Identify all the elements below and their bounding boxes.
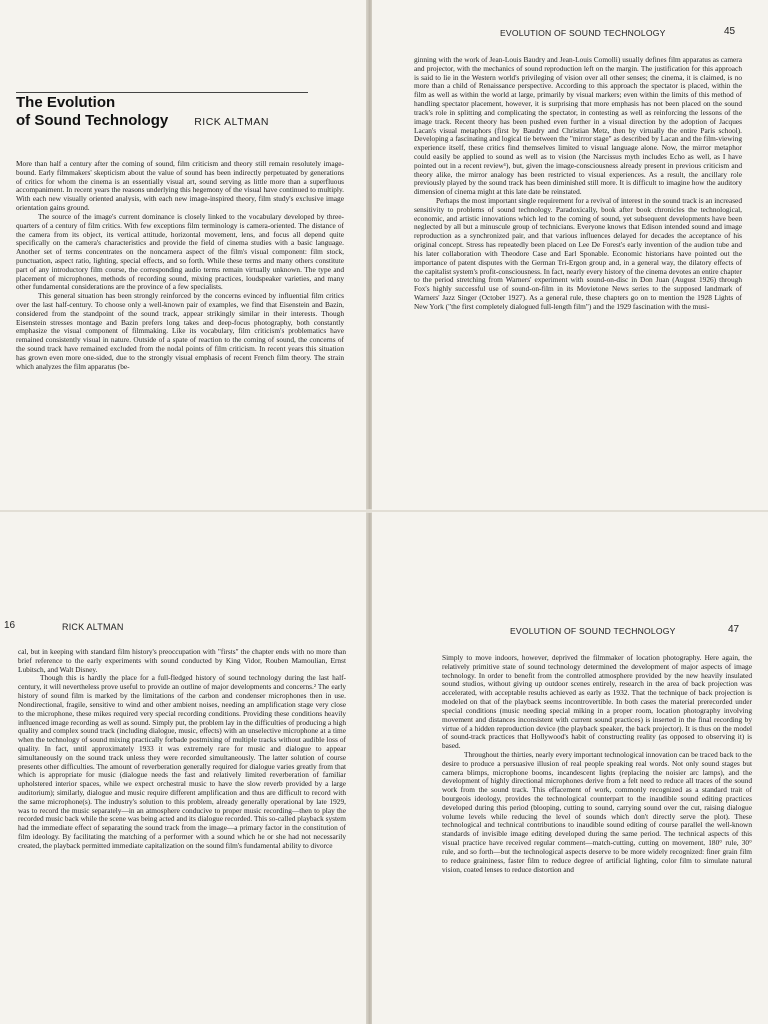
paragraph: This general situation has been strongly reinforced by the concerns evinced by influential film critics over the last half-century. To choose only a well-known pair of examples, we find that Eisenstein and Bazin, considered from the standpoint of the sound track, appear strikingly similar in their interests. Though Eisenstein stresses montage and Bazin prefers long takes and deep-focus photography, both constantly emphasize the visual component of filmmaking. Like its vocabulary, film criticism's problematics have remained consistently visual in nature. Outside of a spate of reaction to the coming of sound, the concerns of the sound track have remained excluded from the nodal points of film criticism. In recent years this situation has grown even more one-sided, due to the strongly visual emphasis of recent French film theory. The strain which analyzes the film apparatus (be- xyxy=(16,291,344,371)
page-47 xyxy=(372,512,768,1024)
page-number: 45 xyxy=(724,26,736,37)
page-46 xyxy=(0,512,366,1024)
body-text xyxy=(442,654,752,874)
page-chapter-opening xyxy=(0,0,366,510)
running-head: EVOLUTION OF SOUND TECHNOLOGY xyxy=(500,28,666,38)
chapter-title-line-2: of Sound Technology xyxy=(16,112,169,129)
body-text xyxy=(414,56,742,312)
chapter-title-row xyxy=(16,112,316,130)
body-text xyxy=(18,648,346,851)
page-number: 16 xyxy=(4,620,16,631)
title-rule xyxy=(16,92,308,93)
chapter-author: RICK ALTMAN xyxy=(194,116,269,128)
page-45 xyxy=(372,0,768,510)
paragraph: Perhaps the most important single requirement for a revival of interest in the sound track is an increased sensitivity to problems of sound technology. Paradoxically, book after book chronicles the technological, economic, and artistic innovations which led to the coming of sound, yet subsequent developments have been neglected by all but a minuscule group of technicians. Everyone knows that Edison intended sound and image reproduction as a synchronized pair, and that various influences delayed for decades the acceptance of his original concept. Stress has repeatedly been placed on Lee De Forest's early invention of the audion tube and his later collaboration with Theodore Case and Earl Sponable. Economic historians have pointed out the importance of patent disputes with the German Tri-Ergon group and, in a general way, the dilatory effects of the capitalist system's profit-consciousness. In fact, nearly every history of the cinema devotes an entire chapter to the period stretching from Warners' experiment with sound-on-disc in Don Juan (August 1926) through Fox's highly successful use of sound-on-film in its Movietone News series to the supposed landmark of Warners' Jazz Singer (October 1927). As a general rule, these chapters go on to mention the 1928 Lights of New York ("the first completely dialogued full-length film") and the 1929 fascination with the musi- xyxy=(414,196,742,311)
body-text xyxy=(16,160,344,372)
paragraph: cal, but in keeping with standard film history's preoccupation with "firsts" the chapter ends with no more than brief reference to the early experiments with sound conducted by King Vidor, Rouben Mamoulian, Ernst Lubitsch, and Walt Disney. xyxy=(18,647,346,674)
paragraph: Simply to move indoors, however, deprived the filmmaker of location photography. Here again, the relatively primitive state of sound technology determined the development of major aspects of image technology. In order to benefit from the controlled atmosphere provided by the new heavily insulated sound studios, without giving up outdoor scenes entirely, research in the area of back projection was accelerated, with acceptable results achieved as early as 1932. That the technique of back projection is modeled on that of the playback seems incontrovertible. In both cases the material prerecorded under special conditions (music needing special miking in a proper room, location photography involving movement and distances inconsistent with current sound practices) is inserted in the final recording by virtue of a hidden reproduction device (the playback speaker, the back projector). It is thus on the model of sound-track practices that Hollywood's habit of constructing reality (as opposed to observing it) is based. xyxy=(442,653,752,751)
page-number: 47 xyxy=(728,624,740,635)
running-head: EVOLUTION OF SOUND TECHNOLOGY xyxy=(510,626,676,636)
paragraph: More than half a century after the coming of sound, film criticism and theory still remain resolutely image-bound. Early filmmakers' skepticism about the value of sound has been indirectly perpetuated by generations of critics for whom the cinema is an essentially visual art, sound serving as little more than a superfluous accompaniment. In recent years the reasons underlying this hegemony of the visual have continued to multiply. With each new visually oriented analysis, with each new image-inspired theory, film study's exclusive image orientation gains ground. xyxy=(16,159,344,213)
chapter-title-line-1: The Evolution xyxy=(16,94,116,111)
paragraph: Throughout the thirties, nearly every important technological innovation can be traced back to the desire to produce a persuasive illusion of real people speaking real words. Not only sound stages but camera blimps, microphone booms, incandescent lights (replacing the noisier arc lamps), and the development of highly directional microphones derive from a felt need to reduce all traces of the sound work from the sound track. This effacement of work, commonly recognized as a standard trait of bourgeois ideology, provides the technological counterpart to the inaudible sound editing practices developed during this period (blooping, cutting to sound, carrying sound over the cut, raising dialogue volume levels while reducing the level of sounds which don't directly serve the plot). These technological and technical contributions to inaudible sound editing of course parallel the well-known standards of invisible image editing developed during the same period. The technical aspects of this visual practice have received regular comment—match-cutting, cutting on movement, 180° rule, 30° rule, and so forth—but the technological aspects deserve to be more widely recognized: finer grain film to reduce graininess, faster film to reduce degree of artificial lighting, color film to simulate natural vision, coated lenses to reduce distortion and xyxy=(442,749,752,874)
paragraph: The source of the image's current dominance is closely linked to the vocabulary developed by three-quarters of a century of film critics. With few exceptions film terminology is camera-oriented. The distance of the camera from its object, its vertical attitude, horizontal movement, lens, and focus all depend quite specifically on the camera's characteristics and provide the field of cinema studies with a basic language. Another set of terms concentrates on the noncamera aspect of the film's visual component: film stock, punctuation, aspect ratio, lighting, special effects, and so forth. While these terms and many others constitute part of any introductory film course, the corresponding audio terms remain virtually unknown. The type and placement of microphones, methods of recording sound, mixing practices, loudspeaker varieties, and many other fundamental considerations are the province of a few specialists. xyxy=(16,211,344,292)
paragraph: Though this is hardly the place for a full-fledged history of sound technology during the last half-century, it will nevertheless prove useful to provide an outline of major developments and concerns.² The early history of sound film is marked by the limitations of the carbon and condenser microphones then in use. Nondirectional, fragile, sensitive to wind and other ambient noises, needing an amplification stage very close to the microphone, these mikes required very special recording conditions. Providing these conditions heavily influenced image recording as well as sound. Simply put, the problem lay in the difficulties of producing a high quality and complex sound track (including dialogue, music, effects) with an unselective microphone at a time when the technology of sound mixing practically forbade postmixing of multiple tracks without audible loss of quality. In fact, until approximately 1933 it was extremely rare for music and dialogue to appear simultaneously on the sound track unless they were recorded simultaneously. The latter solution of course presents other difficulties. The amount of reverberation generally required for dialogue varies greatly from that which is appropriate for music (dialogue needs the fast and relatively limited reverberation of familiar upholstered interior spaces, while we expect orchestral music to have the slow reverb provided by a large auditorium); similarly, dialogue and music require different amplification and thus are difficult to record with the same microphone(s). The industry's solution to this problem, already generally operational by late 1929, was to record the music separately—in an atmosphere conducive to proper music recording—then to play the recorded music back while the scene was being acted and its dialogue recorded. This so-called playback system had the immediate effect of separating the sound track from the image—a primary factor in the constitution of film ideology. By facilitating the matching of a performer with a sound which he or she had not necessarily created, the playback permitted immediate capitalization on the sound film's fundamental ability to divorce xyxy=(18,673,346,850)
paragraph: ginning with the work of Jean-Louis Baudry and Jean-Louis Comolli) usually defines film apparatus as camera and projector, with the mechanics of sound reproduction left on the margin. The justification for this approach is said to lie in the Western world's privileging of vision over all other senses; the cinema, it is claimed, is no more than a child of Renaissance perspective. According to this approach the spectator is placed, within the film as well as within the world at large, primarily by visual markers; even within the limits of this method of handling spectator placement, however, it is surprising that more emphasis has not been placed on the sound track's role in splitting and complicating the spectator, in contesting as well as reinforcing the lessons of the image track. Recent theory has been pushed even further in a visual direction by the adoption of Jacques Lacan's visual metaphors (first by Baudry and Christian Metz, then by virtually the entire Paris school). Developing a fascinating and logical tie between the "mirror stage" as described by Lacan and the film-viewing experience itself, these critics find themselves limited to visual language alone. Now, the mirror metaphor could easily be applied to sound as well as to vision (the Narcissus myth includes Echo as well, as I have pointed out in a recent review¹), but, given the image-consciousness already present in previous criticism and theory alike, the mirror analogy has been restricted to visual experiences. As a result, the ancillary role previously played by the sound track has been diminished still more. It is difficult to imagine how the auditory dimension of cinema might at this late date be reinstated. xyxy=(414,55,742,197)
chapter-title-block xyxy=(16,94,316,130)
running-head: RICK ALTMAN xyxy=(62,622,124,632)
